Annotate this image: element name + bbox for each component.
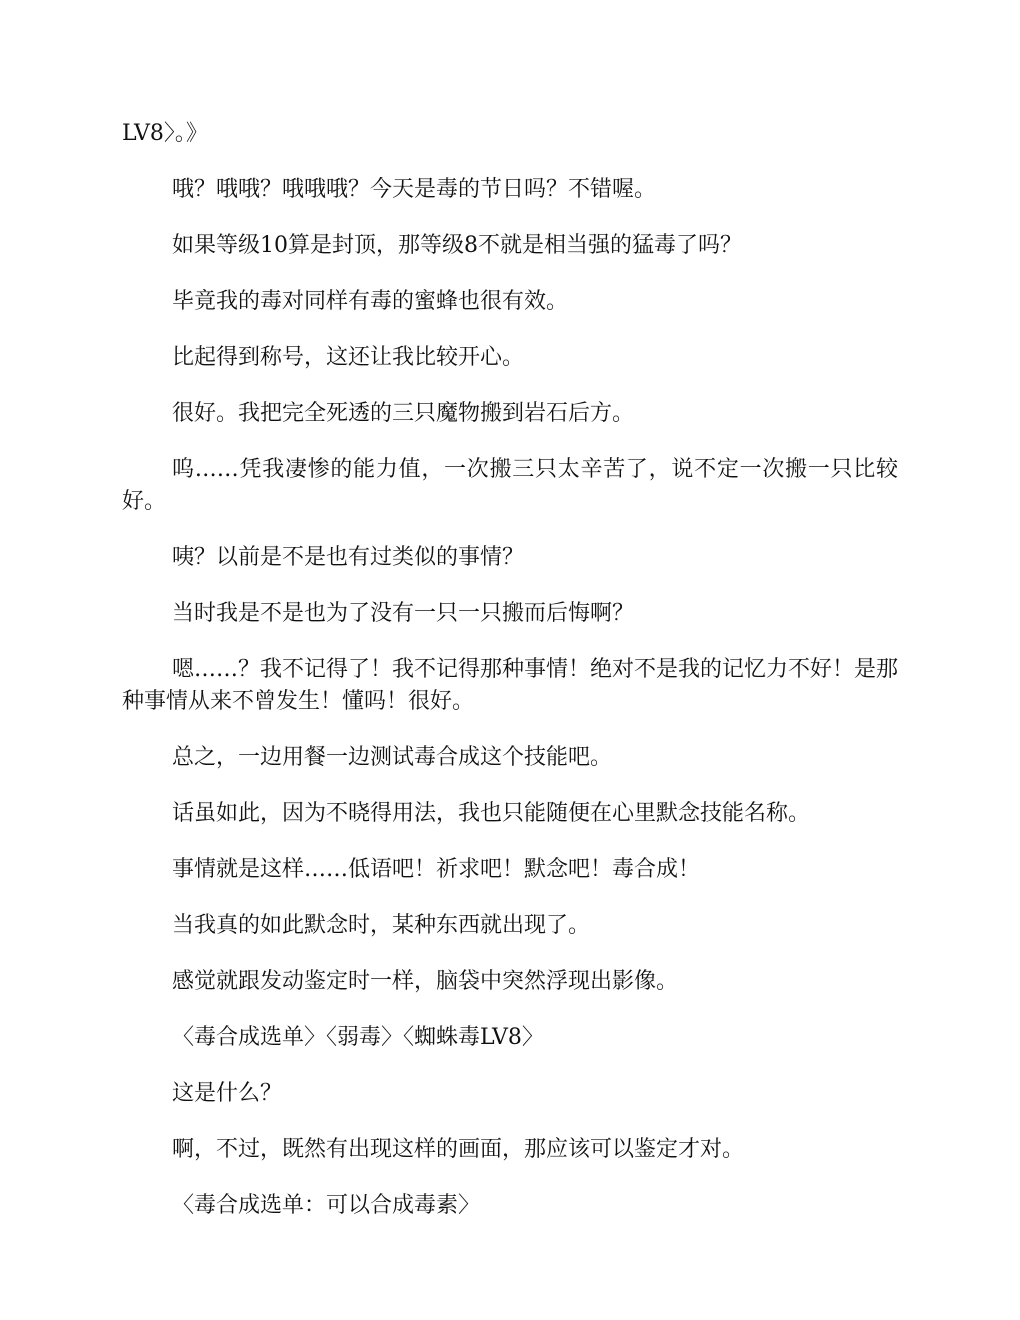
paragraph: 这是什么？ <box>172 1081 283 1106</box>
paragraph: 话虽如此，因为不晓得用法，我也只能随便在心里默念技能名称。 <box>172 801 811 826</box>
paragraph: 啊，不过，既然有出现这样的画面，那应该可以鉴定才对。 <box>172 1137 745 1162</box>
paragraph: 毕竟我的毒对同样有毒的蜜蜂也很有效。 <box>172 289 569 314</box>
document-body <box>122 118 898 1246</box>
paragraph: 当我真的如此默念时，某种东西就出现了。 <box>172 913 591 938</box>
paragraph: 嗯……？我不记得了！我不记得那种事情！绝对不是我的记忆力不好！是那种事情从来不曾发生！懂吗！很好。 <box>122 657 899 714</box>
paragraph: 事情就是这样……低语吧！祈求吧！默念吧！毒合成！ <box>172 857 701 882</box>
paragraph: 总之，一边用餐一边测试毒合成这个技能吧。 <box>172 745 613 770</box>
paragraph: 〈毒合成选单〉〈弱毒〉〈蜘蛛毒LV8〉 <box>172 1025 544 1050</box>
paragraph: LV8〉。》 <box>122 121 208 146</box>
paragraph: 呜……凭我凄惨的能力值，一次搬三只太辛苦了，说不定一次搬一只比较好。 <box>122 457 898 514</box>
paragraph: 〈毒合成选单：可以合成毒素〉 <box>172 1193 481 1218</box>
paragraph: 比起得到称号，这还让我比较开心。 <box>172 345 525 370</box>
paragraph: 感觉就跟发动鉴定时一样，脑袋中突然浮现出影像。 <box>172 969 679 994</box>
paragraph: 咦？以前是不是也有过类似的事情？ <box>172 545 525 570</box>
paragraph: 当时我是不是也为了没有一只一只搬而后悔啊？ <box>172 601 635 626</box>
paragraph: 如果等级10算是封顶，那等级8不就是相当强的猛毒了吗？ <box>172 233 742 258</box>
paragraph: 哦？哦哦？哦哦哦？今天是毒的节日吗？不错喔。 <box>172 177 657 202</box>
paragraph: 很好。我把完全死透的三只魔物搬到岩石后方。 <box>172 401 635 426</box>
